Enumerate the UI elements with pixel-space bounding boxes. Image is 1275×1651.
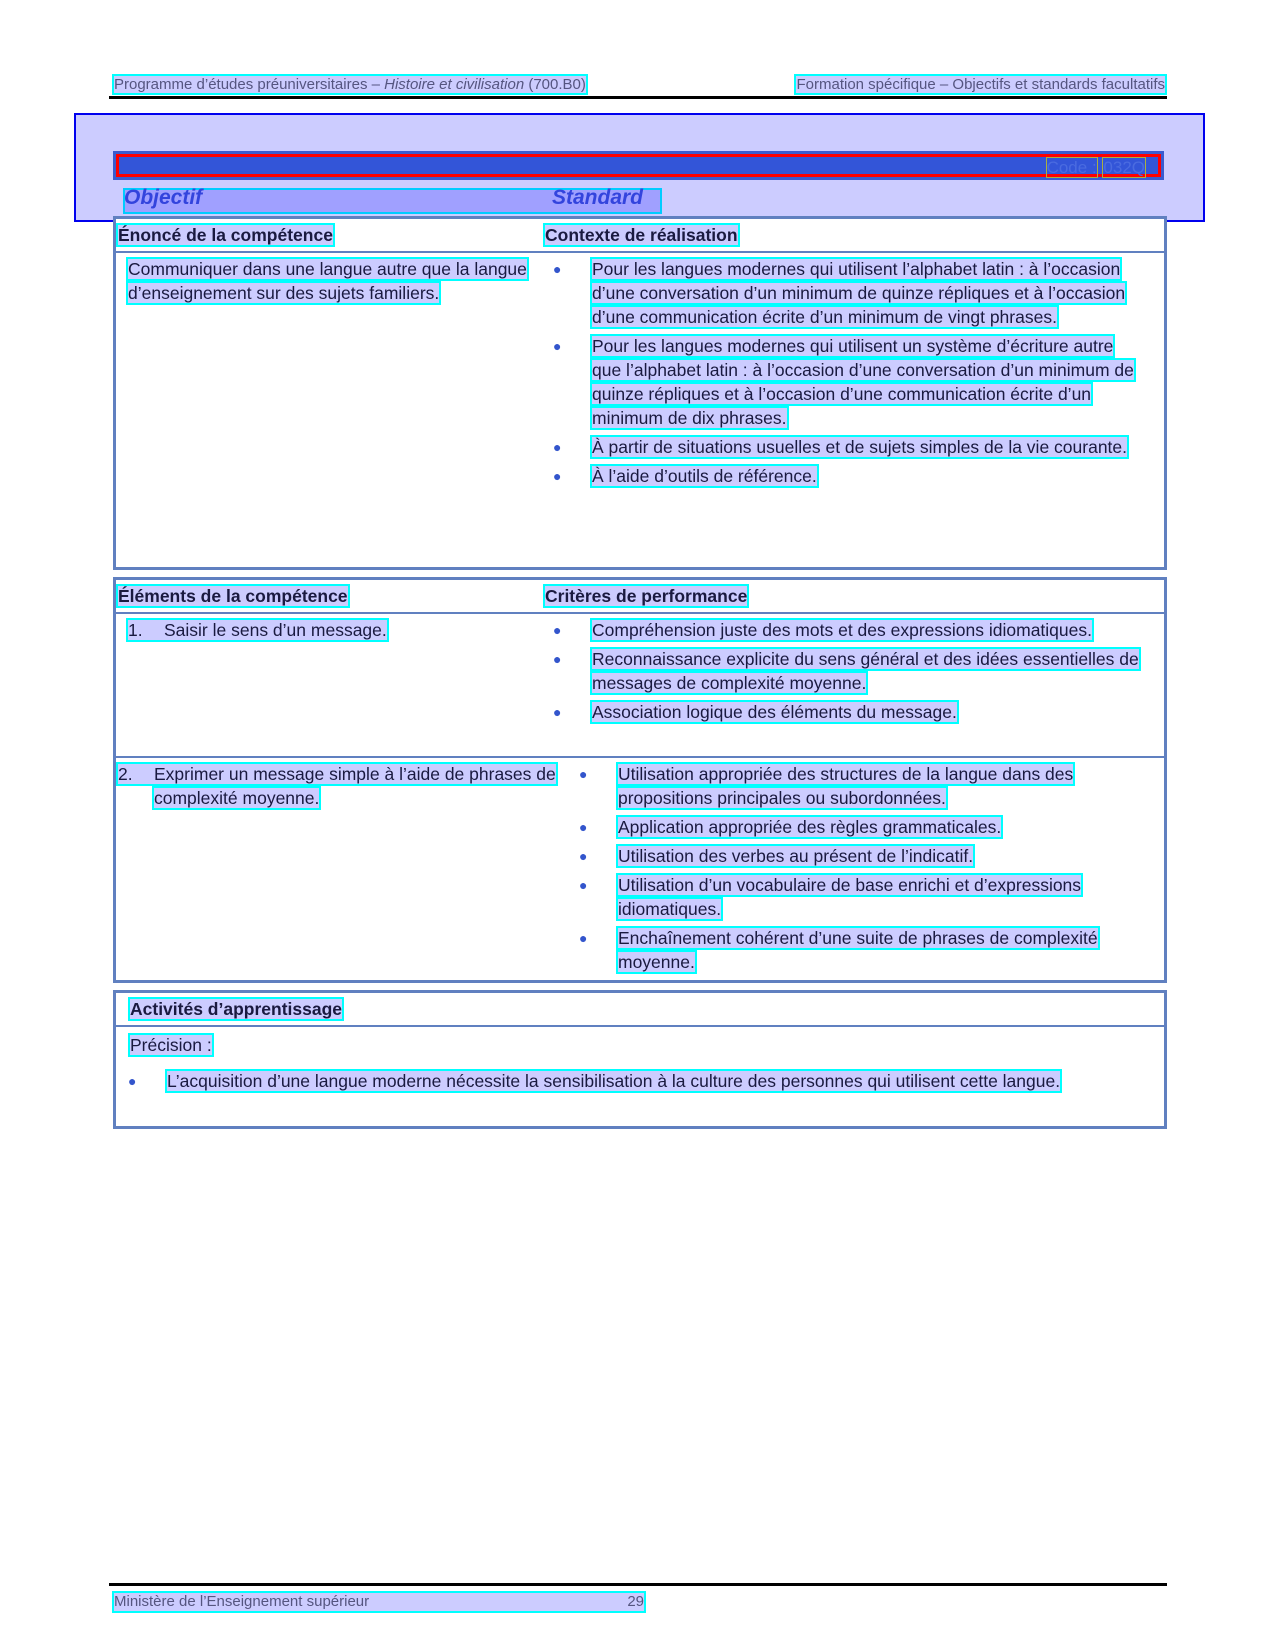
element-row	[116, 612, 1164, 756]
code-label: Code :	[1046, 158, 1097, 177]
competence-statement: Communiquer dans une langue autre que la langue d’enseignement sur des sujets familiers.	[128, 259, 527, 303]
list-item: ● Application appropriée des règles grammaticales.	[579, 817, 1002, 837]
list-item: ● Enchaînement cohérent d’une suite de phrases de complexité moyenne.	[579, 928, 1098, 972]
element-text: 2. Exprimer un message simple à l’aide de phrases de complexité moyenne.	[118, 764, 556, 808]
criteria-header: Critères de performance	[545, 586, 748, 606]
bullet-icon: ●	[553, 261, 562, 277]
bullet-icon: ●	[579, 930, 588, 946]
context-header: Contexte de réalisation	[545, 225, 738, 245]
list-item: ● Compréhension juste des mots et des expressions idiomatiques.	[553, 620, 1092, 640]
standard-label: Standard	[552, 186, 644, 209]
list-item: ● Utilisation d’un vocabulaire de base enrichi et d’expressions idiomatiques.	[579, 875, 1082, 919]
header-rule	[109, 96, 1167, 99]
bullet-icon: ●	[579, 848, 588, 864]
competence-table	[113, 216, 1167, 570]
objectif-label: Objectif	[124, 186, 203, 209]
bullet-icon: ●	[553, 622, 562, 638]
list-item: ● Pour les langues modernes qui utilisent l’alphabet latin : à l’occasion d’une conversation d’un minimum de quinze répliques et à l’occasion d’une communication écrite d’un minimum de vingt phrases.	[553, 259, 1126, 327]
bullet-icon: ●	[579, 819, 588, 835]
list-item: ● Reconnaissance explicite du sens général et des idées essentielles de messages de complexité moyenne.	[553, 649, 1139, 693]
element-row	[116, 756, 1164, 979]
context-list	[553, 257, 1144, 488]
code-value: 032Q	[1103, 158, 1145, 177]
bullet-icon: ●	[553, 704, 562, 720]
code-bar	[113, 151, 1164, 180]
header-right: Formation spécifique – Objectifs et standards facultatifs	[796, 76, 1165, 93]
bullet-icon: ●	[553, 338, 562, 354]
bullet-icon: ●	[553, 651, 562, 667]
statement-header: Énoncé de la compétence	[118, 225, 333, 245]
bullet-icon: ●	[579, 766, 588, 782]
footer-left: Ministère de l’Enseignement supérieur	[114, 1593, 370, 1610]
list-item: ● L’acquisition d’une langue moderne nécessite la sensibilisation à la culture des personnes qui utilisent cette langue.	[128, 1071, 1061, 1091]
list-item: ● À l’aide d’outils de référence.	[553, 466, 817, 486]
header-left: Programme d’études préuniversitaires – Histoire et civilisation (700.B0)	[114, 76, 586, 93]
elements-table	[113, 577, 1167, 983]
element-text: 1. Saisir le sens d’un message.	[128, 620, 387, 640]
bullet-icon: ●	[579, 877, 588, 893]
list-item: ● À partir de situations usuelles et de sujets simples de la vie courante.	[553, 437, 1128, 457]
bullet-icon: ●	[553, 439, 562, 455]
list-item: ● Pour les langues modernes qui utilisent un système d’écriture autre que l’alphabet latin : à l’occasion d’une conversation d’un minimum de quinze répliques et à l’occasion d’une communication écrite d’un minimum de dix phrases.	[553, 336, 1134, 428]
activities-table	[113, 990, 1167, 1129]
activities-header: Activités d’apprentissage	[130, 999, 343, 1019]
elements-header: Éléments de la compétence	[118, 586, 348, 606]
footer	[112, 1591, 652, 1613]
precision-label: Précision :	[130, 1035, 212, 1055]
list-item: ● Association logique des éléments du message.	[553, 702, 957, 722]
list-item: ● Utilisation des verbes au présent de l’indicatif.	[579, 846, 974, 866]
bullet-icon: ●	[553, 468, 562, 484]
page-number: 29	[627, 1593, 644, 1610]
list-item: ● Utilisation appropriée des structures de la langue dans des propositions principales ou subordonnées.	[579, 764, 1074, 808]
bullet-icon: ●	[128, 1073, 137, 1089]
footer-rule	[109, 1583, 1167, 1586]
